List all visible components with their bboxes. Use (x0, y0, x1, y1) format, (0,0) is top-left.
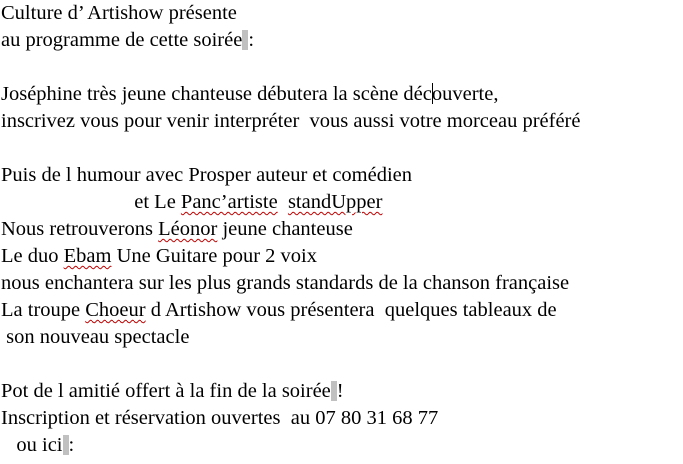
text-run: son nouveau spectacle (1, 326, 190, 348)
text-run: La troupe (1, 299, 86, 321)
spellcheck-flagged-word: Panc’artiste (180, 191, 278, 213)
text-run: Le duo (1, 245, 64, 267)
text-line[interactable] (1, 81, 498, 108)
text-run: Nous retrouverons (1, 218, 159, 240)
text-run: Une Guitare pour 2 voix (111, 245, 317, 267)
text-run: : (248, 29, 255, 51)
text-line[interactable] (1, 162, 412, 189)
text-run (278, 191, 288, 213)
text-run: : (68, 434, 75, 456)
text-line[interactable] (1, 270, 569, 297)
text-run: inscrivez vous pour venir interpréter vous aussi votre morceau préféré (1, 110, 581, 132)
text-run: Puis de l humour avec Prosper auteur et comédien (1, 164, 413, 186)
text-line[interactable] (1, 216, 353, 243)
text-line[interactable] (1, 27, 254, 54)
text-run: Pot de l amitié offert à la fin de la soirée (1, 380, 331, 402)
text-line[interactable] (1, 405, 438, 432)
text-run: et Le (1, 191, 181, 213)
text-run: au programme de cette soirée (1, 29, 243, 51)
spellcheck-flagged-word: Ebam (63, 245, 112, 267)
text-line[interactable] (1, 432, 74, 459)
text-line[interactable] (1, 378, 344, 405)
text-line[interactable] (1, 324, 189, 351)
text-line[interactable] (1, 189, 382, 216)
spellcheck-flagged-word: standUpper (287, 191, 383, 213)
text-run: ou ici (1, 434, 63, 456)
text-line[interactable] (1, 243, 317, 270)
text-run: jeune chanteuse (217, 218, 353, 240)
text-line[interactable] (1, 0, 237, 27)
text-run: ! (336, 380, 344, 402)
text-run: Joséphine très jeune chanteuse débutera la scène déc (1, 83, 432, 105)
text-run: ouverte, (431, 83, 499, 105)
text-run: nous enchantera sur les plus grands standards de la chanson française (1, 272, 570, 294)
text-line[interactable] (1, 108, 580, 135)
text-line[interactable] (1, 297, 557, 324)
text-run: Inscription et réservation ouvertes au 07 80 31 68 77 (1, 407, 439, 429)
text-run: Culture d’ Artishow présente (1, 2, 237, 24)
spellcheck-flagged-word: Léonor (158, 218, 218, 240)
spellcheck-flagged-word: Choeur (85, 299, 146, 321)
text-run: d Artishow vous présentera quelques tableaux de (145, 299, 557, 321)
